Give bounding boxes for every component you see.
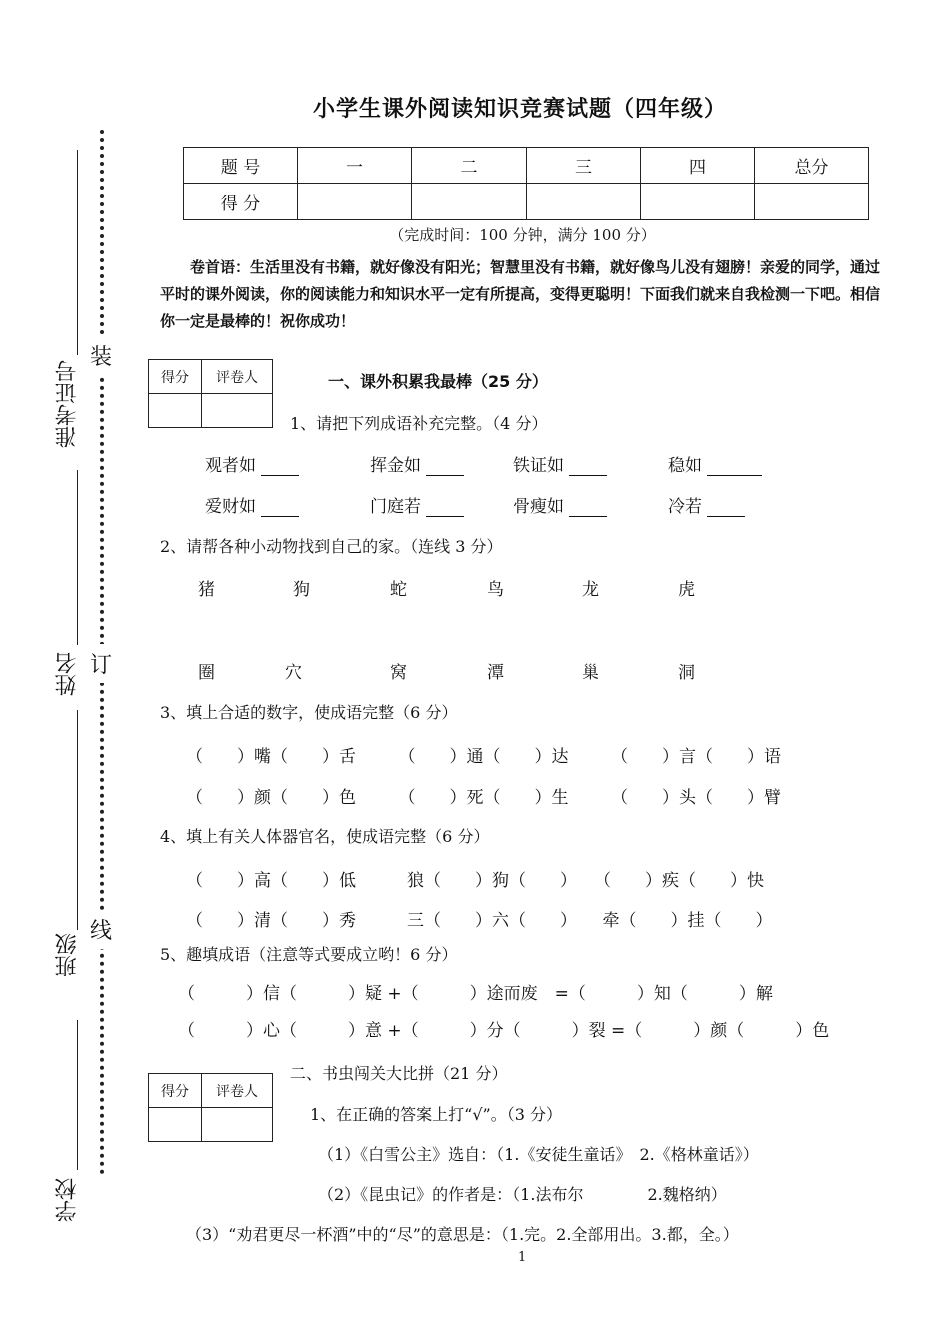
- score-input-cell[interactable]: [641, 184, 755, 220]
- home-label[interactable]: 圈: [198, 663, 215, 683]
- exam-no-line: [77, 150, 78, 355]
- score-table: [183, 147, 869, 220]
- idiom-item: 门庭若: [370, 492, 464, 517]
- home-label[interactable]: 洞: [678, 663, 695, 683]
- answer-blank[interactable]: [707, 498, 745, 517]
- binding-mark-xian: 线: [90, 910, 112, 949]
- grader-score-label: 得分: [149, 360, 202, 394]
- answer-blank[interactable]: [707, 457, 762, 476]
- binding-mark-ding: 订: [90, 644, 112, 683]
- grader-box: [148, 359, 273, 428]
- binding-mark-zhuang: 装: [90, 336, 112, 375]
- answer-blank[interactable]: [569, 498, 607, 517]
- home-label[interactable]: 巢: [582, 663, 599, 683]
- intro-paragraph: 卷首语：生活里没有书籍，就好像没有阳光；智慧里没有书籍，就好像鸟儿没有翅膀！亲爱的同学，通过平时的课外阅读，你的阅读能力和知识水平一定有所提高，变得更聪明！下面我们就来自我检测一下吧。相信你一定是最棒的！祝你成功！: [160, 258, 881, 330]
- score-header-cell: 三: [527, 148, 641, 184]
- answer-blank[interactable]: [261, 498, 299, 517]
- grader-score-cell[interactable]: [149, 1108, 202, 1142]
- answer-blank[interactable]: [261, 457, 299, 476]
- grader-reviewer-label: 评卷人: [202, 360, 273, 394]
- grader-reviewer-cell[interactable]: [202, 394, 273, 428]
- animal-label[interactable]: 狗: [293, 580, 310, 600]
- score-row-label: 得 分: [184, 184, 298, 220]
- school-line: [77, 1020, 78, 1170]
- home-label[interactable]: 窝: [390, 663, 407, 683]
- score-header-cell: 一: [298, 148, 412, 184]
- q3-row[interactable]: （ ）颜（ ）色 （ ）死（ ）生 （ ）头（ ）臂: [186, 788, 781, 808]
- score-header-cell: 四: [641, 148, 755, 184]
- idiom-item: 冷若: [668, 492, 745, 517]
- school-label: 学校: [55, 1178, 80, 1222]
- grader-score-cell[interactable]: [149, 394, 202, 428]
- q3-row[interactable]: （ ）嘴（ ）舌 （ ）通（ ）达 （ ）言（ ）语: [186, 747, 781, 767]
- score-input-cell[interactable]: [298, 184, 412, 220]
- animal-label[interactable]: 龙: [582, 580, 599, 600]
- score-input-cell[interactable]: [527, 184, 641, 220]
- q4-title: 4、填上有关人体器官名，使成语完整（6 分）: [160, 827, 490, 846]
- home-label[interactable]: 穴: [285, 663, 302, 683]
- score-header-cell: 题 号: [184, 148, 298, 184]
- q5-row[interactable]: （ ）信（ ）疑 +（ ）途而废 =（ ）知（ ）解: [178, 984, 773, 1004]
- name-line: [77, 470, 78, 645]
- exam-no-label: 准考证号: [55, 360, 80, 448]
- idiom-item: 观者如: [205, 451, 299, 476]
- animal-label[interactable]: 蛇: [390, 580, 407, 600]
- q3-title: 3、填上合适的数字，使成语完整（6 分）: [160, 703, 458, 722]
- idiom-item: 挥金如: [370, 451, 464, 476]
- q1-title: 1、请把下列成语补充完整。（4 分）: [290, 414, 548, 433]
- score-input-cell[interactable]: [755, 184, 869, 220]
- score-header-cell: 总分: [755, 148, 869, 184]
- class-label: 班级: [55, 933, 80, 977]
- q5-row[interactable]: （ ）心（ ）意 +（ ）分（ ）裂 =（ ）颜（ ）色: [178, 1021, 830, 1041]
- time-note: （完成时间：100 分钟，满分 100 分）: [389, 226, 656, 244]
- answer-blank[interactable]: [426, 457, 464, 476]
- animal-label[interactable]: 猪: [198, 580, 215, 600]
- grader-score-label: 得分: [149, 1074, 202, 1108]
- class-line: [77, 710, 78, 930]
- idiom-item: 骨瘦如: [513, 492, 607, 517]
- q2-title: 2、请帮各种小动物找到自己的家。（连线 3 分）: [160, 537, 503, 556]
- section2-q1-title: 1、在正确的答案上打“√”。（3 分）: [310, 1105, 563, 1124]
- score-header-cell: 二: [412, 148, 527, 184]
- section1-title: 一、课外积累我最棒（25 分）: [328, 372, 548, 391]
- name-label: 姓名: [55, 652, 80, 696]
- home-label[interactable]: 潭: [487, 663, 504, 683]
- answer-blank[interactable]: [426, 498, 464, 517]
- q4-row[interactable]: （ ）高（ ）低 狼（ ）狗（ ） （ ）疾（ ）快: [186, 871, 764, 891]
- idiom-item: 爱财如: [205, 492, 299, 517]
- choice-question[interactable]: （1）《白雪公主》选自：（1.《安徒生童话》 2.《格林童话》）: [318, 1145, 759, 1164]
- page-title: 小学生课外阅读知识竞赛试题（四年级）: [312, 97, 727, 122]
- section2-title: 二、书虫闯关大比拼（21 分）: [290, 1064, 508, 1083]
- choice-question[interactable]: （2）《昆虫记》的作者是：（1.法布尔 2.魏格纳）: [318, 1185, 727, 1204]
- grader-box: [148, 1073, 273, 1142]
- animal-label[interactable]: 虎: [678, 580, 695, 600]
- idiom-item: 铁证如: [513, 451, 607, 476]
- idiom-item: 稳如: [668, 451, 762, 476]
- choice-question[interactable]: （3）“劝君更尽一杯酒”中的“尽”的意思是：（1.完。2.全部用出。3.都，全。）: [186, 1225, 739, 1244]
- grader-reviewer-cell[interactable]: [202, 1108, 273, 1142]
- q5-title: 5、趣填成语（注意等式要成立哟！6 分）: [160, 945, 458, 964]
- answer-blank[interactable]: [569, 457, 607, 476]
- grader-reviewer-label: 评卷人: [202, 1074, 273, 1108]
- q4-row[interactable]: （ ）清（ ）秀 三（ ）六（ ） 牵（ ）挂（ ）: [186, 911, 773, 931]
- page-number: 1: [518, 1250, 527, 1265]
- animal-label[interactable]: 鸟: [487, 580, 504, 600]
- score-input-cell[interactable]: [412, 184, 527, 220]
